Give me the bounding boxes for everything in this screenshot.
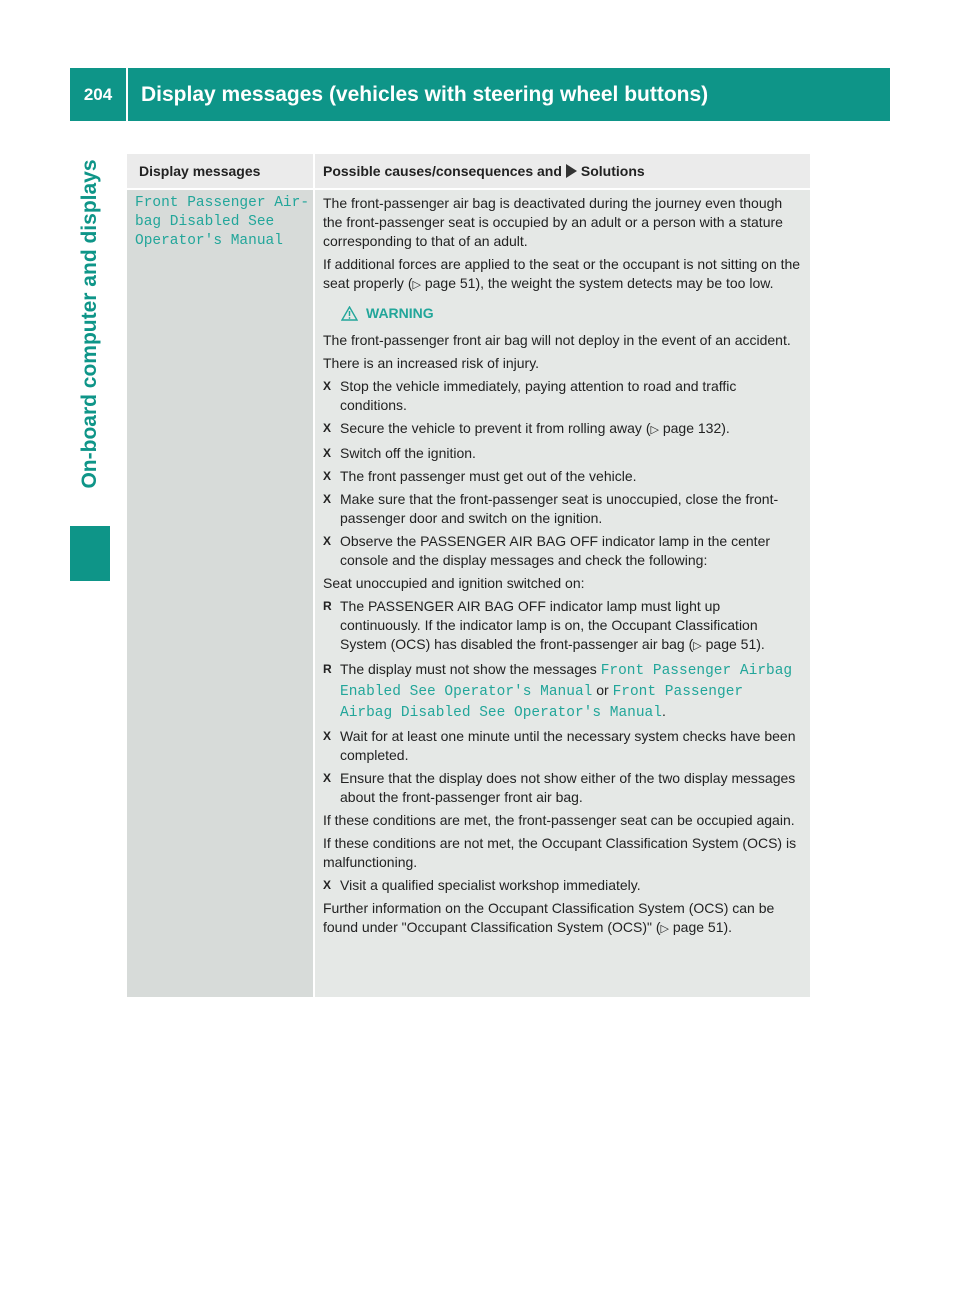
instruction-step [323,444,803,463]
side-chapter-label [70,121,110,526]
step-text: Stop the vehicle immediately, paying attention to road and traffic conditions. [340,378,737,413]
instruction-step [323,419,803,440]
display-message-inline: Front Passenger Airbag Enabled See Operator's Manual [340,663,793,700]
messages-table [127,154,810,997]
step-text: Secure the vehicle to prevent it from rolling away ( [340,420,651,436]
col-header-causes-solutions [315,154,810,188]
display-message-line: bag Disabled See [135,214,275,230]
step-marker-icon: X [323,771,332,785]
step-marker-icon: X [323,421,332,435]
step-marker-icon: X [323,469,332,483]
page-number: 204 [70,68,126,121]
side-chapter-text: On-board computer and displays [78,158,101,489]
message-cell [127,190,313,997]
paragraph-text: page 51). [672,919,733,935]
step-text: Ensure that the display does not show either of the two display messages about the front-passenger front air bag. [340,770,796,805]
bullet-marker-icon: R [323,662,332,676]
display-message-inline: Front Passenger Airbag Disabled See Operator's Manual [340,684,744,721]
bullet-marker-icon: R [323,599,332,613]
col-header-causes-text: Possible causes/consequences and [323,163,562,179]
step-text: Switch off the ignition. [340,445,476,461]
step-marker-icon: X [323,534,332,548]
display-message-line: Operator's Manual [135,233,283,249]
page-ref-icon: ▷ [660,923,669,935]
paragraph [323,255,803,295]
step-text: page 132). [662,420,730,436]
instruction-step [323,467,803,486]
step-marker-icon: X [323,492,332,506]
page-ref-icon: ▷ [650,424,659,436]
step-marker-icon: X [323,878,332,892]
warning-triangle-icon [341,306,358,321]
paragraph-text: page 51), the weight the system detects may be too low. [424,275,774,291]
step-text: Visit a qualified specialist workshop immediately. [340,877,641,893]
side-chapter-marker [70,526,110,581]
instruction-step [323,727,803,765]
condition-bullet [323,660,803,723]
section-title: Display messages (vehicles with steering wheel buttons) [128,68,890,121]
bullet-text: page 51). [705,636,765,652]
display-message-text [135,194,309,251]
condition-bullet [323,597,803,656]
solutions-cell [315,190,810,997]
paragraph-text: If additional forces are applied to the seat or the occupant is not sitting on the seat properly ( [323,256,801,291]
page-ref-icon: ▷ [693,640,702,652]
bullet-text: The PASSENGER AIR BAG OFF indicator lamp must light up continuously. If the indicator lamp is on, the Occupant Classification System (OCS) has disabled the front-passenger air bag ( [340,598,758,652]
page-ref-icon: ▷ [412,279,421,291]
play-arrow-icon [566,164,577,178]
instruction-step [323,490,803,528]
display-message-line: Front Passenger Air‑ [135,195,310,211]
bullet-text: . [661,703,666,719]
paragraph: If these conditions are not met, the Occupant Classification System (OCS) is malfunctioning. [323,835,797,870]
step-marker-icon: X [323,729,332,743]
solutions-content [323,194,803,943]
bullet-text: or [596,682,609,698]
step-marker-icon: X [323,379,332,393]
paragraph: Seat unoccupied and ignition switched on: [323,575,585,591]
paragraph-text: Further information on the Occupant Classification System (OCS) can be found under "Occupant Classification System (OCS)" ( [323,900,775,935]
step-marker-icon: X [323,446,332,460]
warning-heading [341,304,803,323]
paragraph: The front-passenger front air bag will not deploy in the event of an accident. [323,332,791,348]
step-text: Observe the PASSENGER AIR BAG OFF indicator lamp in the center console and the display messages and check the following: [340,533,771,568]
paragraph: There is an increased risk of injury. [323,355,540,371]
paragraph: If these conditions are met, the front-passenger seat can be occupied again. [323,812,795,828]
paragraph [323,899,803,939]
instruction-step [323,876,803,895]
instruction-step [323,377,803,415]
instruction-step [323,532,803,570]
step-text: Make sure that the front-passenger seat is unoccupied, close the front-passenger door and switch on the ignition. [340,491,779,526]
step-text: Wait for at least one minute until the necessary system checks have been completed. [340,728,796,763]
step-text: The front passenger must get out of the vehicle. [340,468,637,484]
warning-label: WARNING [366,305,434,321]
bullet-text: The display must not show the messages [340,661,597,677]
col-header-display-messages: Display messages [127,154,313,188]
paragraph: The front-passenger air bag is deactivated during the journey even though the front-passenger seat is occupied by an adult or a person with a stature corresponding to that of an adult. [323,195,783,249]
page-header [70,68,890,121]
col-header-solutions-text: Solutions [580,163,645,179]
instruction-step [323,769,803,807]
